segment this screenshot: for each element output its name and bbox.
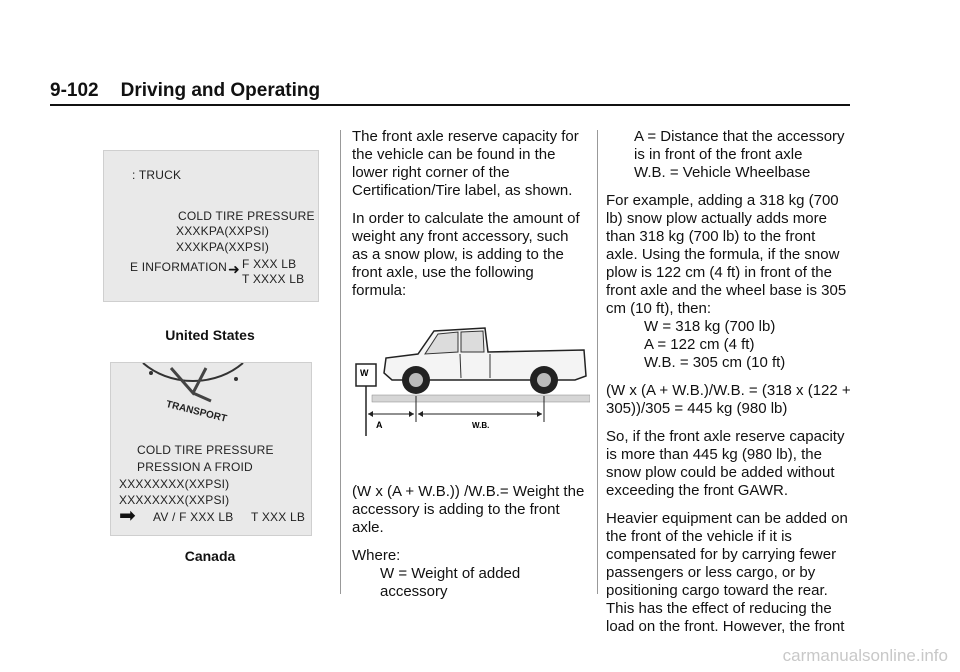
paragraph: The front axle reserve capacity for the vehicle can be found in the lower right corner of the Certification/Tire label, as shown. — [352, 128, 579, 199]
canada-label-line: COLD TIRE PRESSURE — [137, 443, 274, 457]
wb-label: W.B. — [472, 421, 490, 430]
canada-caption: Canada — [184, 548, 236, 564]
arrow-icon: ➜ — [228, 261, 240, 277]
us-label-line: : TRUCK — [132, 168, 182, 182]
page-number: 9-102 — [50, 80, 99, 101]
seal-text: TRANSPORT — [164, 399, 228, 425]
definition-wb: W.B. = Vehicle Wheelbase — [634, 164, 811, 181]
arrow-icon: ➡ — [119, 505, 136, 527]
paragraph: In order to calculate the amount of weight any front accessory, such as a snow plow, is adding to the front axle, use the following formula: — [352, 210, 580, 299]
truck-diagram — [350, 318, 590, 458]
paragraph: So, if the front axle reserve capacity is more than 445 kg (980 lb), the snow plow could be added without exceeding the front GAWR. — [606, 428, 845, 499]
us-tire-label-image — [103, 150, 319, 302]
canada-label-line: XXXXXXXX(XXPSI) — [119, 477, 230, 491]
us-caption: United States — [165, 327, 255, 343]
column-divider-1 — [340, 130, 341, 594]
canada-label-line: AV / F XXX LB — [153, 510, 234, 524]
w-label: W — [360, 368, 369, 378]
watermark: carmanualsonline.info — [782, 646, 948, 665]
truck-window — [461, 331, 484, 352]
column-3 — [606, 128, 851, 646]
canada-label-line: PRESSION A FROID — [137, 460, 253, 474]
value-wb: W.B. = 305 cm (10 ft) — [644, 354, 786, 371]
paragraph: (W x (A + W.B.)) /W.B.= Weight the accessory is adding to the front axle. — [352, 483, 585, 536]
page-header — [50, 80, 320, 102]
definition-w: W = Weight of added accessory — [380, 565, 521, 600]
us-label-line: COLD TIRE PRESSURE — [178, 209, 315, 223]
column-2-bottom — [352, 483, 587, 601]
paragraph: (W x (A + W.B.)/W.B. = (318 x (122 + 305))/305 = 445 kg (980 lb) — [606, 382, 851, 417]
value-w: W = 318 kg (700 lb) — [644, 318, 776, 335]
paragraph: For example, adding a 318 kg (700 lb) snow plow actually adds more than 318 kg (700 lb) to the front axle. Using the formula, if the snow plow is 122 cm (4 ft) in front of the front axle and the wheel base is 305 cm (10 ft), then: — [606, 192, 847, 317]
canada-label-line: XXXXXXXX(XXPSI) — [119, 493, 230, 507]
definition-a: A = Distance that the accessory is in front of the front axle — [634, 128, 845, 163]
us-label-line: F XXX LB — [242, 257, 297, 271]
canada-seal-icon — [111, 363, 311, 433]
canada-tire-label-image — [110, 362, 312, 536]
section-title: Driving and Operating — [120, 80, 321, 101]
column-2-top — [352, 128, 587, 310]
paragraph: Heavier equipment can be added on the front of the vehicle if it is compensated for by carrying fewer passengers or less cargo, or by positioning cargo toward the rear. This has the effect of reducing the load on the front. However, the front — [606, 510, 848, 635]
header-rule — [50, 104, 850, 106]
ground — [372, 395, 590, 402]
value-a: A = 122 cm (4 ft) — [644, 336, 755, 353]
us-label-line: XXXKPA(XXPSI) — [176, 224, 270, 238]
us-label-line: T XXXX LB — [242, 272, 305, 286]
paragraph: Where: — [352, 547, 401, 564]
us-label-line: XXXKPA(XXPSI) — [176, 240, 270, 254]
a-label: A — [376, 420, 383, 430]
column-divider-2 — [597, 130, 598, 594]
us-label-line: E INFORMATION — [130, 260, 228, 274]
canada-label-line: T XXX LB — [251, 510, 306, 524]
